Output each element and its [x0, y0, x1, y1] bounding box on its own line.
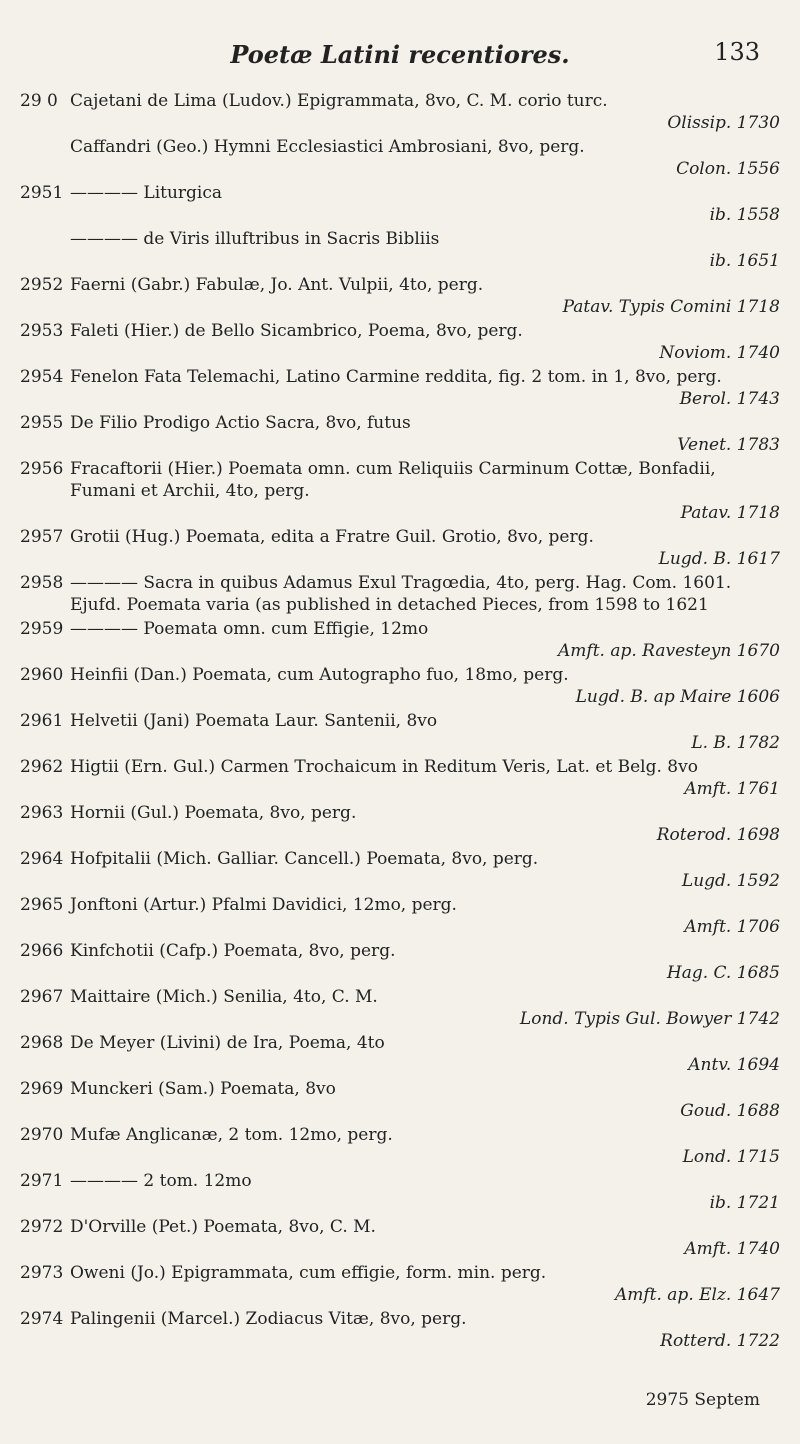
entry-imprint: Patav. Typis Comini 1718 — [562, 297, 780, 317]
entry-number: 2966 — [20, 941, 64, 961]
entry-number: 2973 — [20, 1263, 64, 1283]
entry-imprint: Patav. 1718 — [680, 503, 780, 523]
entry-number: 2971 — [20, 1171, 64, 1191]
entry-number: 2968 — [20, 1033, 64, 1053]
entry-number: 2972 — [20, 1217, 64, 1237]
catalog-entry — [20, 1216, 780, 1260]
entry-number: 2954 — [20, 367, 64, 387]
catalog-entry — [20, 90, 780, 134]
entry-text: Helvetii (Jani) Poemata Laur. Santenii, 8vo — [70, 711, 438, 731]
entry-text: Kinfchotii (Cafp.) Poemata, 8vo, perg. — [70, 941, 396, 961]
entry-text: Heinfii (Dan.) Poemata, cum Autographo fuo, 18mo, perg. — [70, 665, 569, 685]
catalog-entry — [20, 940, 780, 984]
entry-number: 2965 — [20, 895, 64, 915]
entry-number: 2974 — [20, 1309, 64, 1329]
catalog-entry — [20, 1308, 780, 1352]
catalog-entry — [20, 618, 780, 662]
entry-imprint: Antv. 1694 — [688, 1055, 780, 1075]
entry-text: Higtii (Ern. Gul.) Carmen Trochaicum in Reditum Veris, Lat. et Belg. 8vo — [70, 757, 698, 777]
entry-text: ———— de Viris illuftribus in Sacris Bibliis — [70, 229, 440, 249]
entry-number: 2969 — [20, 1079, 64, 1099]
catalog-entry — [20, 274, 780, 318]
entry-text: Munckeri (Sam.) Poemata, 8vo — [70, 1079, 336, 1099]
entry-imprint: ib. 1651 — [709, 251, 780, 271]
entry-imprint: Lugd. B. 1617 — [658, 549, 780, 569]
entry-imprint: Amft. 1706 — [684, 917, 780, 937]
entry-imprint: Rotterd. 1722 — [660, 1331, 780, 1351]
entry-text: Grotii (Hug.) Poemata, edita a Fratre Guil. Grotio, 8vo, perg. — [70, 527, 594, 547]
catalog-entry — [20, 320, 780, 364]
entry-number: 2955 — [20, 413, 64, 433]
entry-number: 29 0 — [20, 91, 58, 111]
entry-text: Fenelon Fata Telemachi, Latino Carmine reddita, fig. 2 tom. in 1, 8vo, perg. — [70, 367, 722, 387]
entry-imprint: Olissip. 1730 — [667, 113, 780, 133]
catalog-entry — [20, 1170, 780, 1214]
entry-number: 2959 — [20, 619, 64, 639]
entry-number: 2953 — [20, 321, 64, 341]
entry-imprint: Colon. 1556 — [676, 159, 780, 179]
entry-imprint: Lond. 1715 — [682, 1147, 780, 1167]
entry-imprint: Amft. ap. Elz. 1647 — [614, 1285, 780, 1305]
entry-number: 2970 — [20, 1125, 64, 1145]
catalog-entry — [20, 366, 780, 410]
catalog-entry — [20, 756, 780, 800]
entry-imprint: Amft. 1740 — [684, 1239, 780, 1259]
entry-number: 2960 — [20, 665, 64, 685]
entry-imprint: Goud. 1688 — [680, 1101, 780, 1121]
entry-number: 2951 — [20, 183, 64, 203]
catalog-entry — [20, 1262, 780, 1306]
entry-number: 2964 — [20, 849, 64, 869]
entry-text: Jonftoni (Artur.) Pfalmi Davidici, 12mo, perg. — [70, 895, 457, 915]
catalog-entry — [20, 182, 780, 226]
catalog-entry — [20, 526, 780, 570]
entry-number: 2961 — [20, 711, 64, 731]
entry-imprint: Amft. ap. Ravesteyn 1670 — [558, 641, 780, 661]
entry-text: Hornii (Gul.) Poemata, 8vo, perg. — [70, 803, 357, 823]
entry-imprint: Lugd. B. ap Maire 1606 — [575, 687, 780, 707]
entry-number: 2957 — [20, 527, 64, 547]
entry-text: Maittaire (Mich.) Senilia, 4to, C. M. — [70, 987, 378, 1007]
entry-text: ———— Poemata omn. cum Effigie, 12mo — [70, 619, 429, 639]
entry-text: Faerni (Gabr.) Fabulæ, Jo. Ant. Vulpii, 4to, perg. — [70, 275, 484, 295]
catalog-entry — [20, 1032, 780, 1076]
entry-text: Faleti (Hier.) de Bello Sicambrico, Poema, 8vo, perg. — [70, 321, 523, 341]
entry-text: ———— 2 tom. 12mo — [70, 1171, 252, 1191]
entry-number: 2962 — [20, 757, 64, 777]
catalog-entry — [20, 986, 780, 1030]
page-title: Poetæ Latini recentiores. — [230, 40, 570, 69]
catalog-entry — [20, 664, 780, 708]
catalog-entry — [20, 848, 780, 892]
entry-text: Caffandri (Geo.) Hymni Ecclesiastici Ambrosiani, 8vo, perg. — [70, 137, 585, 157]
entry-number: 2963 — [20, 803, 64, 823]
entry-imprint: ib. 1558 — [709, 205, 780, 225]
page-number: 133 — [714, 38, 760, 66]
entry-text: Oweni (Jo.) Epigrammata, cum effigie, form. min. perg. — [70, 1263, 547, 1283]
entry-imprint: Berol. 1743 — [679, 389, 780, 409]
entry-text: ———— Liturgica — [70, 183, 223, 203]
catalog-entry — [20, 710, 780, 754]
entry-text: Mufæ Anglicanæ, 2 tom. 12mo, perg. — [70, 1125, 393, 1145]
entry-imprint: ib. 1721 — [709, 1193, 780, 1213]
entry-text: ———— Sacra in quibus Adamus Exul Tragœdia, 4to, perg. Hag. Com. 1601. Ejufd. Poemata varia (as published in detached Pieces, from 1598 to 1621 — [70, 573, 732, 615]
entry-imprint: Lond. Typis Gul. Bowyer 1742 — [519, 1009, 780, 1029]
catalog-entry — [20, 572, 780, 616]
catalog-entry — [20, 412, 780, 456]
catalog-entry — [20, 136, 780, 180]
entry-text: Palingenii (Marcel.) Zodiacus Vitæ, 8vo, perg. — [70, 1309, 467, 1329]
entry-number: 2952 — [20, 275, 64, 295]
catchword: 2975 Septem — [645, 1390, 760, 1410]
entry-text: Hofpitalii (Mich. Galliar. Cancell.) Poemata, 8vo, perg. — [70, 849, 539, 869]
entry-number: 2958 — [20, 573, 64, 593]
entry-imprint: Hag. C. 1685 — [666, 963, 780, 983]
catalog-entry — [20, 1078, 780, 1122]
catalog-entry — [20, 458, 780, 524]
entry-imprint: Lugd. 1592 — [681, 871, 780, 891]
catalog-entry — [20, 228, 780, 272]
entry-text: Cajetani de Lima (Ludov.) Epigrammata, 8vo, C. M. corio turc. — [70, 91, 608, 111]
catalog-entry — [20, 1124, 780, 1168]
entry-text: De Meyer (Livini) de Ira, Poema, 4to — [70, 1033, 385, 1053]
entry-imprint: Roterod. 1698 — [656, 825, 780, 845]
entry-list — [20, 90, 780, 1354]
entry-imprint: Noviom. 1740 — [659, 343, 780, 363]
entry-imprint: Amft. 1761 — [684, 779, 780, 799]
entry-text: D'Orville (Pet.) Poemata, 8vo, C. M. — [70, 1217, 376, 1237]
entry-text: Fracaftorii (Hier.) Poemata omn. cum Reliquiis Carminum Cottæ, Bonfadii, Fumani et Archii, 4to, perg. — [70, 459, 716, 501]
catalog-entry — [20, 894, 780, 938]
entry-number: 2956 — [20, 459, 64, 479]
catalog-entry — [20, 802, 780, 846]
entry-text: De Filio Prodigo Actio Sacra, 8vo, futus — [70, 413, 411, 433]
entry-number: 2967 — [20, 987, 64, 1007]
entry-imprint: Venet. 1783 — [677, 435, 780, 455]
entry-imprint: L. B. 1782 — [691, 733, 780, 753]
